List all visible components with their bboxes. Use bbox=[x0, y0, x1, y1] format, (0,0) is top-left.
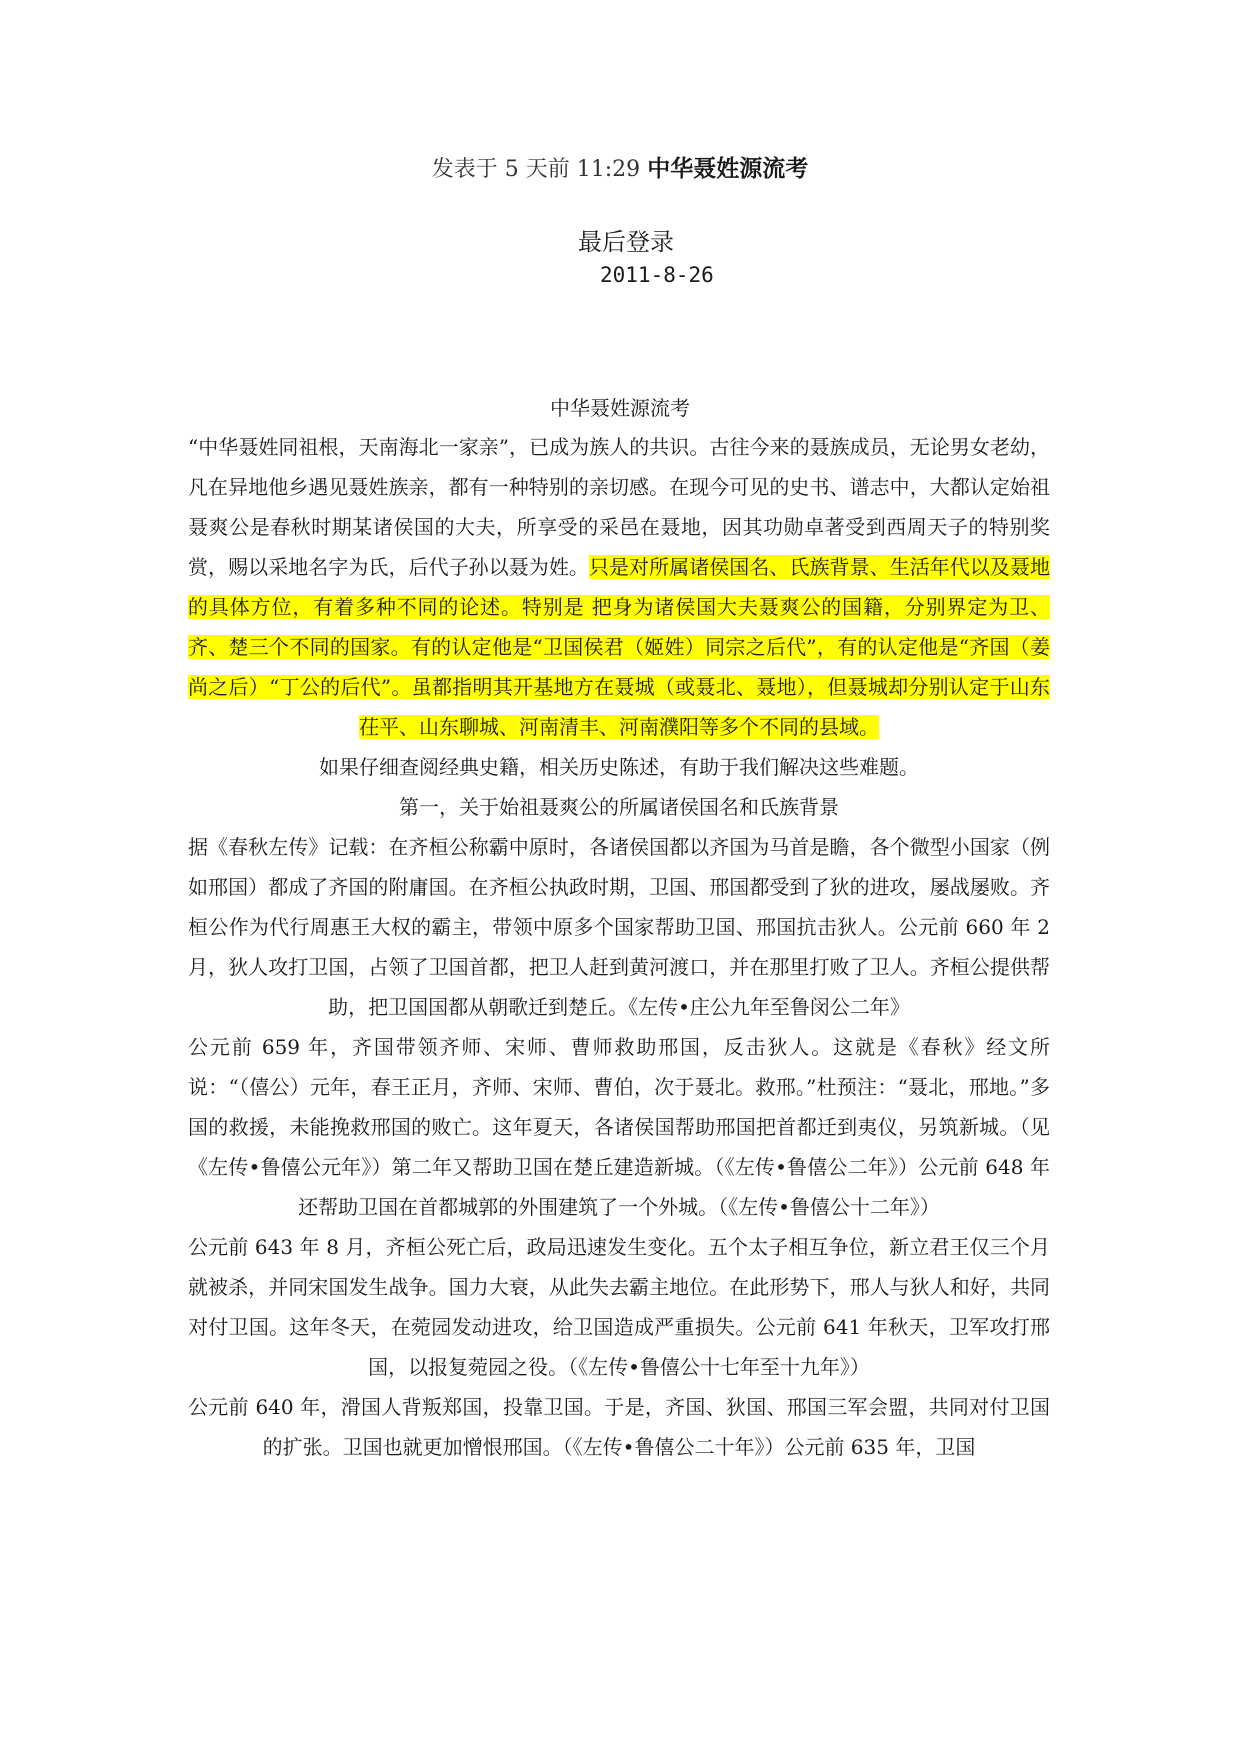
last-login-date: 2011-8-26 bbox=[600, 263, 714, 287]
paragraph: 如果仔细查阅经典史籍，相关历史陈述，有助于我们解决这些难题。 bbox=[319, 755, 919, 779]
post-meta: 发表于 5 天前 11:29 bbox=[431, 157, 641, 182]
paragraph: 公元前 640 年，滑国人背叛郑国，投靠卫国。于是，齐国、狄国、邢国三军会盟，共同对付卫国的扩张。卫国也就更加憎恨邢国。（《左传•鲁僖公二十年》）公元前 635 年，卫国 bbox=[188, 1395, 1050, 1459]
paragraph: 公元前 643 年 8 月，齐桓公死亡后，政局迅速发生变化。五个太子相互争位，新立君王仅三个月就被杀，并同宋国发生战争。国力大衰，从此失去霸主地位。在此形势下，邢人与狄人和好，共同对付卫国。这年冬天，在菀园发动进攻，给卫国造成严重损失。公元前 641 年秋天，卫军攻打邢国，以报复菀园之役。（《左传•鲁僖公十七年至十九年》） bbox=[188, 1235, 1050, 1379]
paragraph: 据《春秋左传》记载：在齐桓公称霸中原时，各诸侯国都以齐国为马首是瞻，各个微型小国家（例如邢国）都成了齐国的附庸国。在齐桓公执政时期，卫国、邢国都受到了狄的进攻，屡战屡败。齐桓公作为代行周惠王大权的霸主，带领中原多个国家帮助卫国、邢国抗击狄人。公元前 660 年 2 月，狄人攻打卫国，占领了卫国首都，把卫人赶到黄河渡口，并在那里打败了卫人。齐桓公提供帮助，把卫国国都从朝歌迁到楚丘。《左传•庄公九年至鲁闵公二年》 bbox=[188, 835, 1050, 1019]
article-title: 中华聂姓源流考 bbox=[550, 396, 690, 420]
article-body bbox=[188, 427, 1050, 1467]
intro-text: “中华聂姓同祖根，天南海北一家亲”，已成为族人的共识。古往今来的聂族成员，无论男女老幼，凡在异地他乡遇见聂姓族亲，都有一种特别的亲切感。在现今可见的史书、谱志中，大都认定始祖聂爽公是春秋时期某诸侯国的大夫，所享受的采邑在聂地，因其功勋卓著受到西周天子的特别奖赏，赐以采地名字为氏，后代子孙以聂为姓。 bbox=[188, 435, 1050, 579]
last-login-label: 最后登录 bbox=[578, 228, 674, 256]
post-title: 中华聂姓源流考 bbox=[647, 155, 809, 182]
section-heading: 第一，关于始祖聂爽公的所属诸侯国名和氏族背景 bbox=[399, 795, 839, 819]
paragraph: 公元前 659 年，齐国带领齐师、宋师、曹师救助邢国，反击狄人。这就是《春秋》经文所说：“（僖公）元年，春王正月，齐师、宋师、曹伯，次于聂北。救邢。”杜预注：“聂北，邢地。”多国的救援，未能挽救邢国的败亡。这年夏天，各诸侯国帮助邢国把首都迁到夷仪，另筑新城。（见《左传•鲁僖公元年》）第二年又帮助卫国在楚丘建造新城。（《左传•鲁僖公二年》）公元前 648 年还帮助卫国在首都城郭的外围建筑了一个外城。（《左传•鲁僖公十二年》） bbox=[188, 1035, 1050, 1219]
post-header bbox=[0, 150, 1240, 183]
paragraph-intro bbox=[188, 427, 1050, 747]
highlighted-text: 只是对所属诸侯国名、氏族背景、生活年代以及聂地的具体方位，有着多种不同的论述。特别是 把身为诸侯国大夫聂爽公的国籍，分别界定为卫、齐、楚三个不同的国家。有的认定他是“卫国侯君（姬姓）同宗之后代”，有的认定他是“齐国（姜尚之后）“丁公的后代”。虽都指明其开基地方在聂城（或聂北、聂地），但聂城却分别认定于山东茌平、山东聊城、河南清丰、河南濮阳等多个不同的县域。 bbox=[188, 555, 1051, 739]
